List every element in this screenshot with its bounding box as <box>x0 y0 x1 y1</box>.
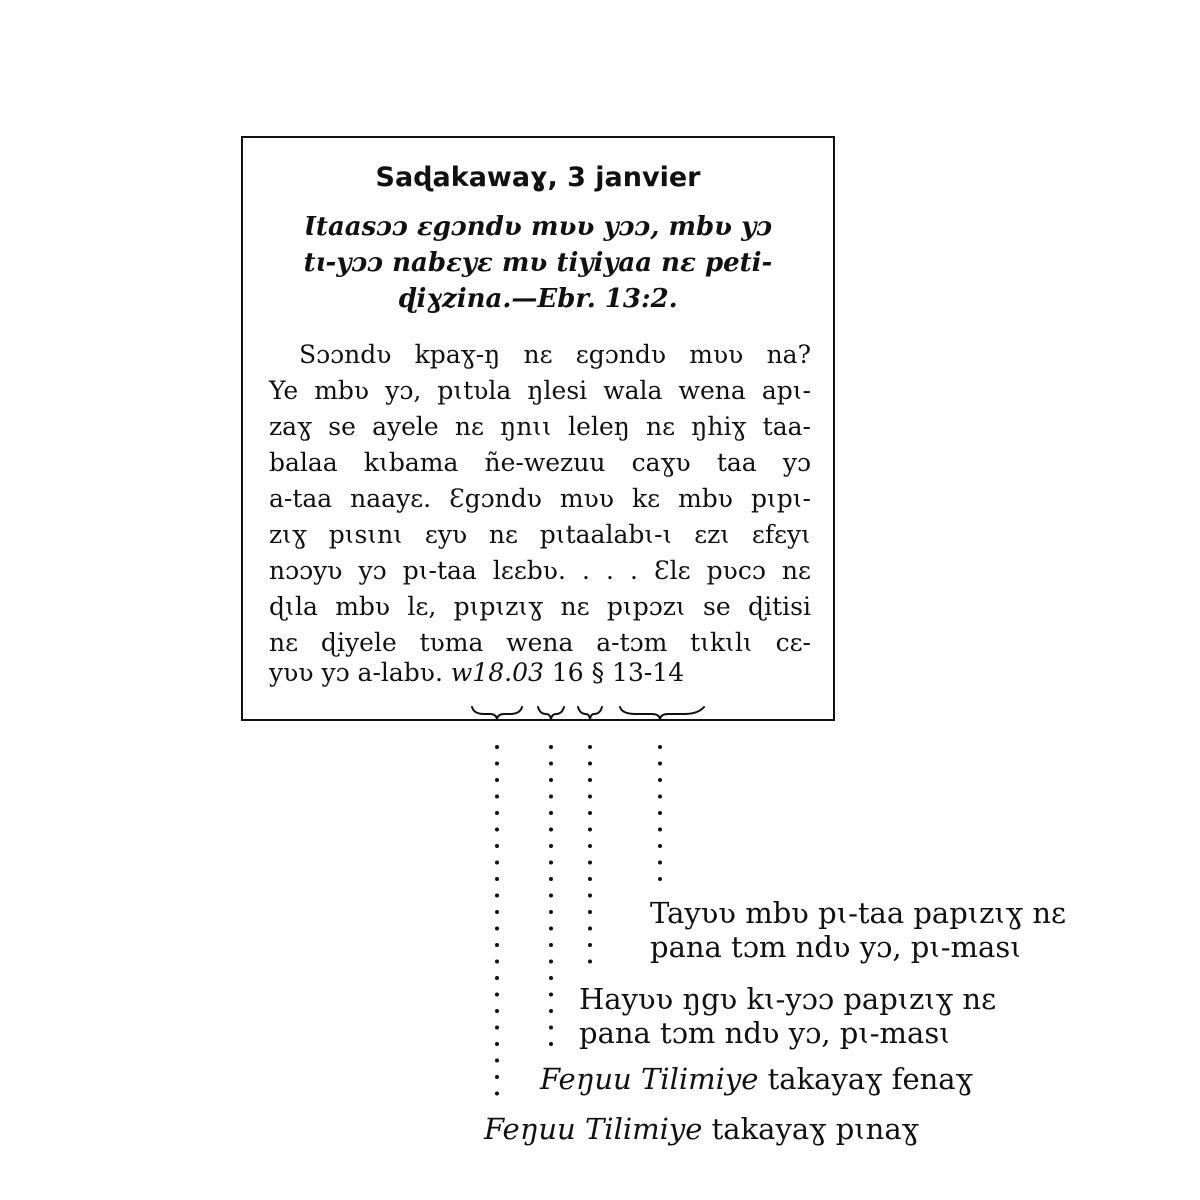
body-line: Sɔɔndʋ kpaɣ-ŋ nɛ ɛgɔndʋ mʋʋ na? <box>299 340 811 369</box>
callout-line: Tayʋʋ mbʋ pɩ-taa papɩzɩɣ nɛ <box>650 896 1067 930</box>
body-line: a-taa naayɛ. Ɛgɔndʋ mʋʋ kɛ mbʋ pɩpɩ- <box>269 484 811 513</box>
callout-issue <box>540 1062 973 1096</box>
callout-text: takayaɣ fenaɣ <box>767 1062 973 1096</box>
callout-text: takayaɣ pɩnaɣ <box>711 1112 920 1146</box>
callout-year <box>484 1112 919 1146</box>
callout-page <box>579 982 996 1050</box>
callout-title: Feŋuu Tilimiye <box>484 1112 703 1146</box>
callout-line: Hayʋʋ ŋgʋ kɩ-yɔɔ papɩzɩɣ nɛ <box>579 982 997 1016</box>
brace-year <box>472 707 522 719</box>
paragraph-reference: § 13-14 <box>591 658 685 687</box>
body-line: zaɣ se ayele nɛ ŋnɩɩ leleŋ nɛ ŋhiɣ taa- <box>269 412 811 441</box>
page-number: 16 <box>551 658 584 687</box>
publication-code: w18.03 <box>450 658 544 687</box>
callout-title: Feŋuu Tilimiye <box>540 1062 759 1096</box>
callout-paragraphs <box>650 896 1066 964</box>
body-line: nɛ ɖiyele tʋma wena a-tɔm tɩkɩlɩ cɛ- <box>269 628 811 657</box>
verse-line: tɩ-yɔɔ nabɛyɛ mʋ tiyiyaa nɛ peti- <box>303 248 773 278</box>
callout-line: pana tɔm ndʋ yɔ, pɩ-masɩ <box>650 930 1022 964</box>
body-line: zɩɣ pɩsɩnɩ ɛyʋ nɛ pɩtaalabɩ-ɩ ɛzɩ ɛfɛyɩ <box>269 520 811 549</box>
date-heading: Saɖakawaɣ, 3 janvier <box>375 162 701 193</box>
body-line: Ye mbʋ yɔ, pɩtʋla ŋlesi wala wena apɩ- <box>269 376 811 405</box>
callout-line: pana tɔm ndʋ yɔ, pɩ-masɩ <box>579 1016 951 1050</box>
last-line-text: yʋʋ yɔ a-labʋ. <box>269 658 443 687</box>
brace-page <box>578 707 602 719</box>
body-line: ɖɩla mbʋ lɛ, pɩpɩzɩɣ nɛ pɩpɔzɩ se ɖitisi <box>269 592 811 621</box>
body-line: nɔɔyʋ yɔ pɩ-taa lɛɛbʋ. . . . Ɛlɛ pʋcɔ nɛ <box>269 556 811 585</box>
verse-line: ɖiɣzina.—Ebr. 13:2. <box>398 284 678 314</box>
body-line: balaa kɩbama ñe-wezuu caɣʋ taa yɔ <box>269 448 811 477</box>
verse-line: Ɩtaasɔɔ ɛgɔndʋ mʋʋ yɔɔ, mbʋ yɔ <box>303 212 773 242</box>
brace-issue <box>538 707 564 719</box>
brace-paragraphs <box>620 707 704 719</box>
